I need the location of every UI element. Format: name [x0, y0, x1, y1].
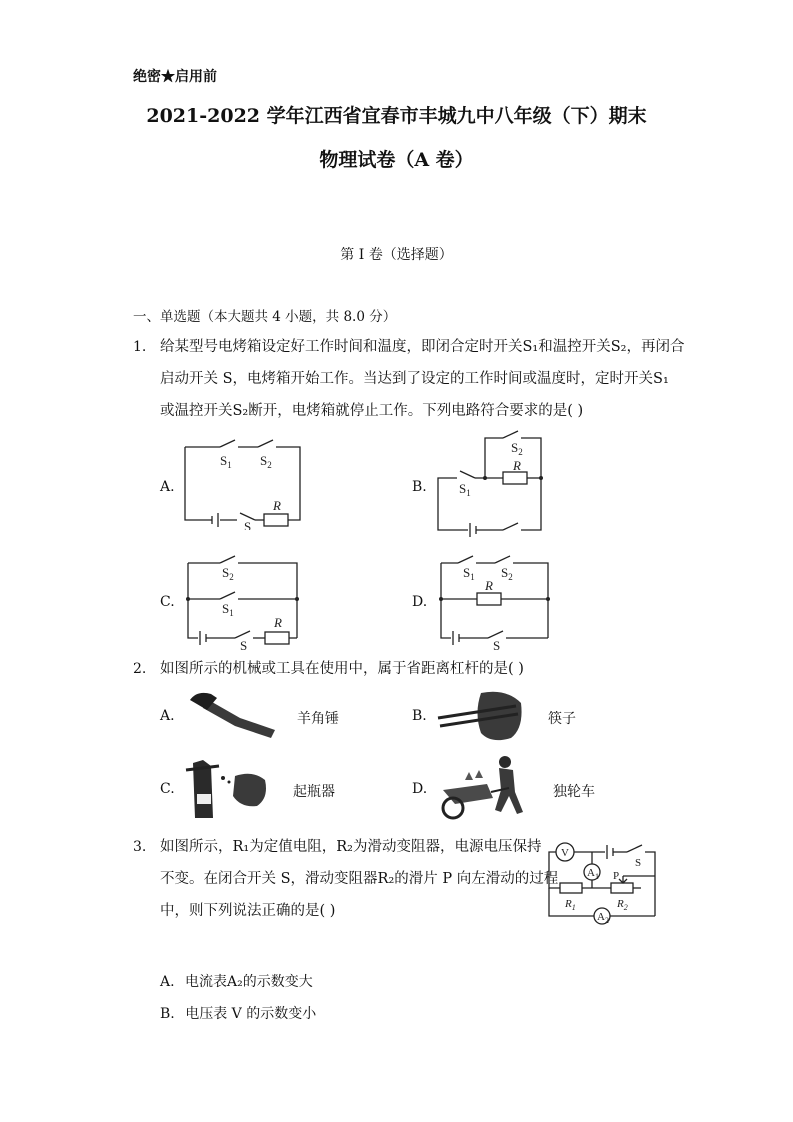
q2-number: 2. [133, 661, 147, 677]
q1-circuit-d [433, 553, 553, 653]
q2-option-c-name: 起瓶器 [293, 784, 335, 800]
svg-text:S2: $S_2$ [511, 440, 523, 457]
q1-line2: 启动开关 S，电烤箱开始工作。当达到了设定的工作时间或温度时，定时开关S₁ [160, 371, 669, 387]
r-label: R [273, 498, 281, 513]
q3-option-b-letter: B. [160, 1006, 175, 1022]
s1-label: S [220, 453, 228, 468]
svg-text:S2: $S_2$ [501, 565, 513, 582]
svg-text:R1: $R_1$ [565, 898, 576, 912]
q2-option-a[interactable]: A. [160, 708, 175, 724]
confidential-mark: 绝密★启用前 [133, 69, 217, 85]
svg-text:R: R [513, 458, 521, 473]
s2-label: S [260, 453, 268, 468]
svg-text:A1: $A_1$ [587, 867, 599, 881]
section-heading: 一、单选题（本大题共 4 小题，共 8.0 分） [133, 309, 397, 325]
svg-text:S2: $S_2$ [222, 565, 234, 582]
q3-line3: 中，则下列说法正确的是( ) [160, 903, 336, 919]
q1-line1: 给某型号电烤箱设定好工作时间和温度，即闭合定时开关S₁和温控开关S₂，再闭合 [160, 339, 685, 355]
q1-option-c[interactable]: C. [160, 594, 175, 610]
svg-text:A2: $A_2$ [597, 911, 609, 925]
ammeter2-label: A [597, 911, 605, 923]
q1-number: 1. [133, 339, 147, 355]
svg-text:R: R [274, 615, 282, 630]
svg-text:S: S [493, 638, 501, 653]
q3-option-a-text: 电流表A₂的示数变大 [185, 974, 313, 990]
exam-title-line1: 2021-2022 学年江西省宜春市丰城九中八年级（下）期末 [146, 105, 647, 127]
q2-option-b[interactable]: B. [412, 708, 427, 724]
svg-text:S1: $S_1$ [463, 565, 475, 582]
q3-option-a[interactable] [160, 971, 313, 991]
q3-option-b[interactable] [160, 1003, 316, 1023]
svg-text:S1: $S_1$ [222, 601, 234, 618]
wheelbarrow-icon [435, 752, 535, 822]
r2-label: R [617, 898, 624, 910]
q1-circuit-a [180, 435, 310, 530]
slider-label: P [613, 870, 620, 882]
hammer-icon [185, 688, 280, 740]
chopsticks-icon [436, 688, 526, 743]
q3-option-a-letter: A. [160, 974, 175, 990]
exam-title-line2: 物理试卷（A 卷） [319, 149, 474, 171]
svg-text:R2: $R_2$ [617, 898, 628, 912]
q2-option-a-name: 羊角锤 [297, 711, 339, 727]
q2-option-b-name: 筷子 [548, 711, 576, 727]
q1-circuit-c [180, 553, 305, 653]
q1-option-b[interactable]: B. [412, 479, 427, 495]
r1-label: R [565, 898, 572, 910]
voltmeter-label: V [561, 847, 569, 859]
svg-text:S1: $S_1$ [459, 481, 471, 498]
ammeter1-label: A [587, 867, 595, 879]
q2-text: 如图所示的机械或工具在使用中，属于省距离杠杆的是( ) [160, 661, 524, 677]
svg-text:S1: $S_1$ [220, 453, 232, 470]
svg-text:S: S [240, 638, 248, 653]
q2-option-c[interactable]: C. [160, 781, 175, 797]
svg-text:R: R [485, 578, 493, 593]
volume-heading: 第 I 卷（选择题） [340, 247, 453, 263]
q2-option-d[interactable]: D. [412, 781, 428, 797]
q1-circuit-b [433, 430, 548, 540]
switch-label: S [635, 857, 642, 869]
q1-option-a[interactable]: A. [160, 479, 175, 495]
bottle-opener-icon [183, 758, 273, 820]
q3-line1: 如图所示，R₁为定值电阻，R₂为滑动变阻器，电源电压保持 [160, 839, 542, 855]
svg-text:S2: $S_2$ [260, 453, 272, 470]
q3-circuit [545, 838, 665, 928]
q2-option-d-name: 独轮车 [553, 784, 595, 800]
q1-line3: 或温控开关S₂断开，电烤箱就停止工作。下列电路符合要求的是( ) [160, 403, 584, 419]
s-label: S [244, 519, 252, 530]
q3-line2: 不变。在闭合开关 S，滑动变阻器R₂的滑片 P 向左滑动的过程 [160, 871, 559, 887]
q3-number: 3. [133, 839, 147, 855]
q3-option-b-text: 电压表 V 的示数变小 [185, 1006, 317, 1022]
q1-option-d[interactable]: D. [412, 594, 428, 610]
